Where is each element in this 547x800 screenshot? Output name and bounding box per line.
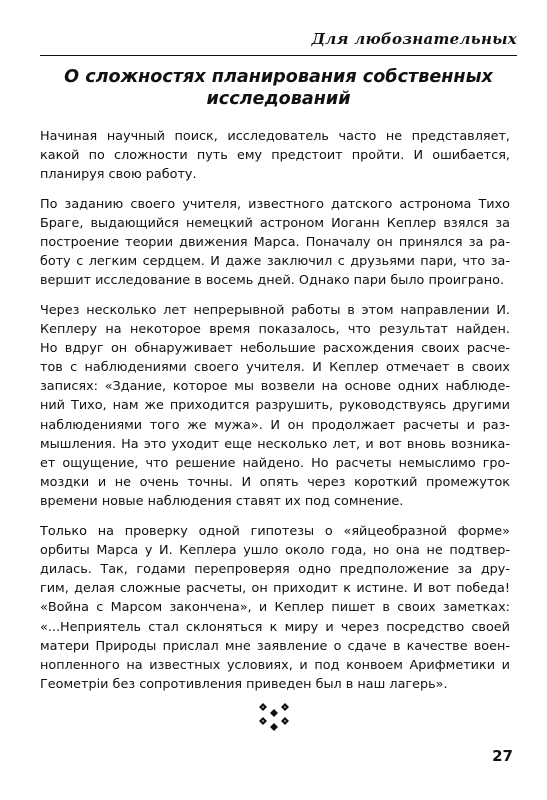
text-line: Геометрiи без сопротивления приведен был в наш лагерь».: [40, 677, 448, 693]
text-line: Кеплеру на некоторое время показалось, что результат найден.: [40, 321, 510, 337]
paragraph: [40, 127, 510, 185]
header-section-title: Для любознательных: [311, 30, 517, 48]
text-line: боту с легким сердцем. И даже заключил с друзьями пари, что за-: [40, 254, 510, 270]
ornament-icon: [254, 696, 294, 736]
text-line: Через несколько лет непрерывной работы в этом направлении И.: [40, 302, 510, 318]
text-line: ний Тихо, нам же приходится разрушить, руководствуясь другими: [40, 398, 510, 414]
paragraph: [40, 301, 510, 512]
text-line: построение теории движения Марса. Поначалу он принялся за ра-: [40, 234, 510, 250]
page-title-line: исследований: [206, 89, 351, 109]
text-line: тов с наблюдениями своего учителя. И Кеплер отмечает в своих: [40, 360, 510, 376]
page-title: [40, 66, 517, 110]
page-title-line: О сложностях планирования собственных: [64, 67, 493, 87]
text-line: какой по сложности путь ему предстоит пройти. И ошибается,: [40, 148, 510, 164]
text-line: матери Природы прислал мне заявление о сдаче в качестве воен-: [40, 638, 510, 654]
text-line: моздки и не очень точны. И опять через короткий промежуток: [40, 475, 510, 491]
text-line: Браге, выдающийся немецкий астроном Иоганн Кеплер взялся за: [40, 215, 510, 231]
text-line: времени новые наблюдения ставят их под сомнение.: [40, 494, 404, 510]
text-line: записях: «Здание, которое мы возвели на основе одних наблюде-: [40, 379, 510, 395]
text-line: По заданию своего учителя, известного датского астронома Тихо: [40, 196, 510, 212]
text-line: нопленного на известных условиях, и под конвоем Арифметики и: [40, 657, 510, 673]
text-line: дилась. Так, годами перепроверяя одно предположение за дру-: [40, 561, 510, 577]
text-line: орбиты Марса у И. Кеплера ушло около года, но она не подтвер-: [40, 542, 510, 558]
text-line: вершит исследование в восемь дней. Однако пари было проиграно.: [40, 273, 505, 289]
text-line: «Война с Марсом закончена», и Кеплер пишет в своих заметках:: [40, 600, 510, 616]
text-line: гим, делая сложные расчеты, он приходит к истине. И вот победа!: [40, 581, 510, 597]
text-line: планируя свою работу.: [40, 167, 197, 183]
text-line: Но вдруг он обнаруживает небольшие расхождения своих расче-: [40, 340, 510, 356]
page-number: 27: [492, 747, 513, 765]
text-line: Только на проверку одной гипотезы о «яйцеобразной форме»: [40, 523, 510, 539]
paragraph: [40, 522, 510, 695]
text-line: Начиная научный поиск, исследователь часто не представляет,: [40, 129, 510, 144]
header-rule: [40, 55, 517, 56]
paragraph: [40, 195, 510, 291]
text-line: «...Неприятель стал склоняться к миру и через посредство своей: [40, 619, 510, 635]
text-line: ет ощущение, что решение найдено. Но расчеты немыслимо гро-: [40, 456, 510, 471]
body-text: [40, 127, 510, 704]
text-line: наблюдениями того же мужа». И он продолжает расчеты и раз-: [40, 417, 510, 433]
text-line: мышления. На это уходит еще несколько лет, и вот вновь возника-: [40, 436, 510, 452]
